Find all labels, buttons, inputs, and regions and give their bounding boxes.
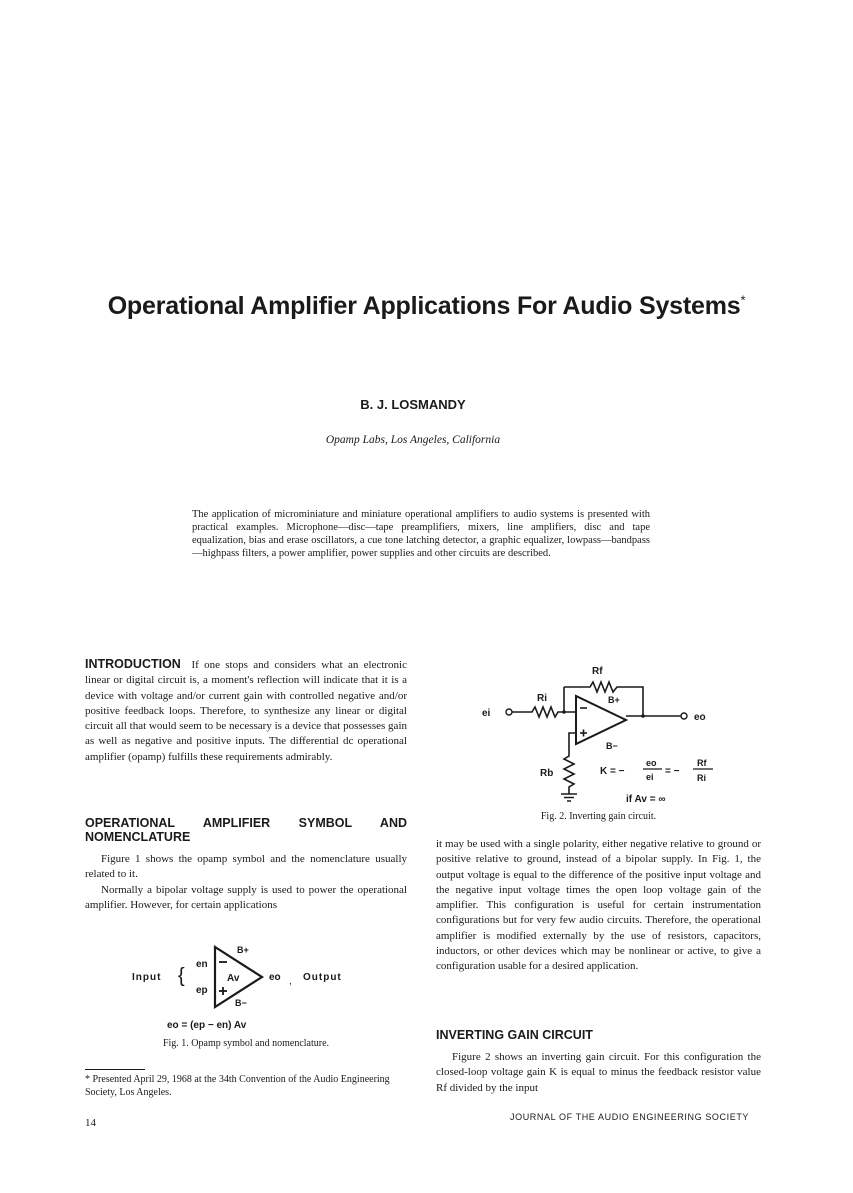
fig2-k-label: K = −	[600, 766, 625, 777]
left-column-section2	[85, 816, 407, 913]
fig1-bplus-label: B+	[237, 945, 249, 955]
figure-2-inverting-circuit	[476, 660, 746, 810]
left-column-top	[85, 657, 407, 765]
fig2-ri-label: Ri	[537, 693, 547, 704]
figure-1-caption: Fig. 1. Opamp symbol and nomenclature.	[162, 1038, 330, 1049]
author: B. J. LOSMANDY	[360, 397, 466, 412]
fig1-equation: eo = (ep − en) Av	[167, 1020, 247, 1031]
fig2-rf-label: Rf	[592, 666, 603, 677]
intro-paragraph	[85, 657, 407, 765]
fig2-bminus-label: B−	[606, 741, 618, 751]
footnote-rule	[85, 1069, 145, 1070]
title-footnote-mark: *	[740, 292, 746, 308]
fig1-en-label: en	[196, 959, 208, 970]
fig2-input-resistor	[512, 707, 576, 717]
intro-text: If one stops and considers what an electronic linear or digital circuit is, a moment's reflection will indicate that it is a device with voltage and/or current gain with controlled negative and/or positive feedback loops. Therefore, to synthesize any linear or digital circuit all that would seem to be necessary is a device that possesses gain as well as negative and positive inputs. The differential dc operational amplifier (opamp) fulfills these requirements admirably.	[85, 659, 407, 763]
section3-heading: INVERTING GAIN CIRCUIT	[436, 1028, 593, 1042]
section2-para2: Normally a bipolar voltage supply is used to power the operational amplifier. However, for certain applications	[85, 883, 407, 911]
fig1-input-label: Input	[132, 972, 162, 983]
col2-paragraph: it may be used with a single polarity, either negative relative to ground or positive relative to ground, instead of a bipolar supply. In Fig. 1, the output voltage is equal to the difference of the positive input voltage and the negative input voltage times the open loop voltage gain of the amplifier. This configuration is useful for certain instrumentation configurations but for very few audio circuits. Therefore, the operational amplifier is modified externally by the use of resistors, capacitors, inductors, or other devices which may be nonlinear or active, to give a configuration usable for a desired application.	[436, 838, 761, 973]
fig2-frac1-num: eo	[646, 758, 657, 768]
fig2-frac2-den: Ri	[697, 773, 706, 783]
journal-name: JOURNAL OF THE AUDIO ENGINEERING SOCIETY	[510, 1112, 750, 1122]
section2-para1: Figure 1 shows the opamp symbol and the nomenclature usually related to it.	[85, 853, 407, 881]
figure-1-opamp-symbol	[120, 935, 370, 1035]
fig2-frac1-den: ei	[646, 772, 654, 782]
abstract: The application of microminiature and miniature operational amplifiers to audio systems is presented with practical examples. Microphone—disc—tape preamplifiers, mixers, line amplifiers, disc and tape equalization, bias and erase oscillators, a cue tone latching detector, a graphic equalizer, lowpass—bandpass—highpass filters, a power amplifier, power supplies and other circuits are described.	[192, 509, 650, 559]
fig1-ep-label: ep	[196, 985, 208, 996]
fig1-input-brace: {	[178, 965, 185, 987]
fig2-plus-input-wire	[569, 733, 576, 752]
fig2-condition: if Av = ∞	[626, 794, 666, 805]
fig2-input-terminal	[506, 709, 512, 715]
paper-title	[0, 292, 853, 321]
affiliation: Opamp Labs, Los Angeles, California	[325, 434, 501, 446]
fig2-ei-label: ei	[482, 708, 491, 719]
right-column-section3	[436, 1028, 761, 1096]
fig1-bminus-label: B−	[235, 998, 247, 1008]
intro-heading: INTRODUCTION	[85, 657, 181, 671]
figure-2-caption: Fig. 2. Inverting gain circuit.	[540, 811, 657, 822]
fig1-comma: ,	[289, 976, 292, 987]
right-column-text	[436, 837, 761, 975]
title-text: Operational Amplifier Applications For Audio Systems	[107, 292, 741, 320]
fig2-bias-resistor	[564, 752, 574, 794]
fig1-output-label: Output	[303, 972, 342, 983]
section3-text: Figure 2 shows an inverting gain circuit. For this configuration the closed-loop voltage gain K is equal to minus the feedback resistor value Rf divided by the input	[436, 1051, 761, 1094]
fig2-bplus-label: B+	[608, 695, 620, 705]
section2-heading: OPERATIONAL AMPLIFIER SYMBOL AND NOMENCLATURE	[85, 816, 407, 844]
fig2-junction-out	[641, 714, 645, 718]
page-number: 14	[85, 1117, 96, 1129]
fig2-junction-in	[562, 710, 566, 714]
fig2-frac2-num: Rf	[697, 758, 707, 768]
fig2-eq-mid: = −	[665, 766, 680, 777]
fig2-eo-label: eo	[694, 712, 706, 723]
fig1-av-label: Av	[227, 973, 240, 984]
fig1-eo-label: eo	[269, 972, 281, 983]
fig2-output-terminal	[681, 713, 687, 719]
footnote: * Presented April 29, 1968 at the 34th Convention of the Audio Engineering Society, Los Angeles.	[85, 1074, 390, 1098]
fig2-rb-label: Rb	[540, 768, 554, 779]
